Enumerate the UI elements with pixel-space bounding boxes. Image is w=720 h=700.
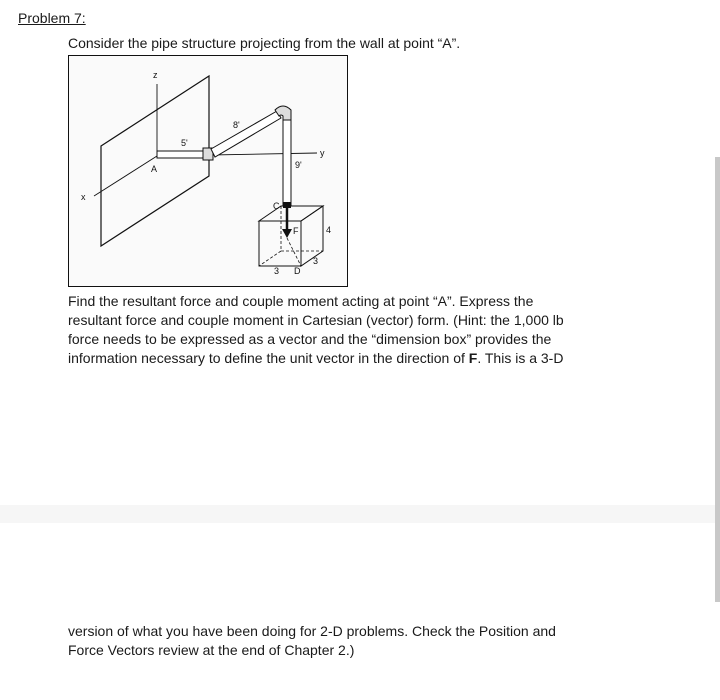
paragraph-line-4: information necessary to define the unit vector in the direction of xyxy=(68,350,469,366)
problem-paragraph xyxy=(68,292,648,368)
y-axis-label: y xyxy=(320,148,325,158)
hidden-edge-depth xyxy=(259,251,281,266)
page-break xyxy=(0,505,720,523)
point-c-label: C xyxy=(273,201,280,211)
problem-paragraph-continued xyxy=(68,622,648,660)
problem-intro: Consider the pipe structure projecting from the wall at point “A”. xyxy=(68,35,461,51)
pipe-diagram xyxy=(69,56,346,285)
point-a-label: A xyxy=(151,164,158,174)
pipe-segment-8ft xyxy=(211,111,281,157)
point-d-label: D xyxy=(294,266,301,276)
problem-title: Problem 7: xyxy=(18,10,86,26)
dimension-8ft-label: 8' xyxy=(233,120,240,130)
dimension-5ft-label: 5' xyxy=(181,138,188,148)
paragraph-bold-f: F xyxy=(468,350,478,366)
scrollbar-thumb[interactable] xyxy=(715,157,720,602)
continuation-line-1: version of what you have been doing for 2-D problems. Check the Position and xyxy=(68,623,556,639)
continuation-line-2: Force Vectors review at the end of Chapter 2.) xyxy=(68,642,355,658)
force-line-to-d xyxy=(287,238,301,266)
dimension-box-side xyxy=(301,206,323,266)
point-c-marker xyxy=(283,202,291,208)
pipe-segment-9ft xyxy=(283,120,291,206)
paragraph-line-1: Find the resultant force and couple moment acting at point “A”. Express the xyxy=(68,293,534,309)
pipe-segment-5ft xyxy=(157,151,205,158)
wall-plane xyxy=(101,76,209,246)
box-dimension-3-bottom-label: 3 xyxy=(274,266,280,276)
paragraph-line-4-end: . This is a 3-D xyxy=(477,350,564,366)
z-axis-label: z xyxy=(153,70,158,80)
force-arrowhead xyxy=(282,229,292,238)
paragraph-line-3: force needs to be expressed as a vector and the “dimension box” provides the xyxy=(68,331,552,347)
dimension-9ft-label: 9' xyxy=(295,160,302,170)
box-dimension-3-right-label: 3 xyxy=(313,256,319,266)
x-axis xyxy=(94,156,157,196)
box-dimension-4-label: 4 xyxy=(326,225,332,235)
pipe-structure-figure xyxy=(68,55,348,287)
paragraph-line-2: resultant force and couple moment in Cartesian (vector) form. (Hint: the 1,000 lb xyxy=(68,312,564,328)
x-axis-label: x xyxy=(81,192,86,202)
force-label: F xyxy=(293,226,299,236)
dimension-box-top xyxy=(259,206,323,221)
